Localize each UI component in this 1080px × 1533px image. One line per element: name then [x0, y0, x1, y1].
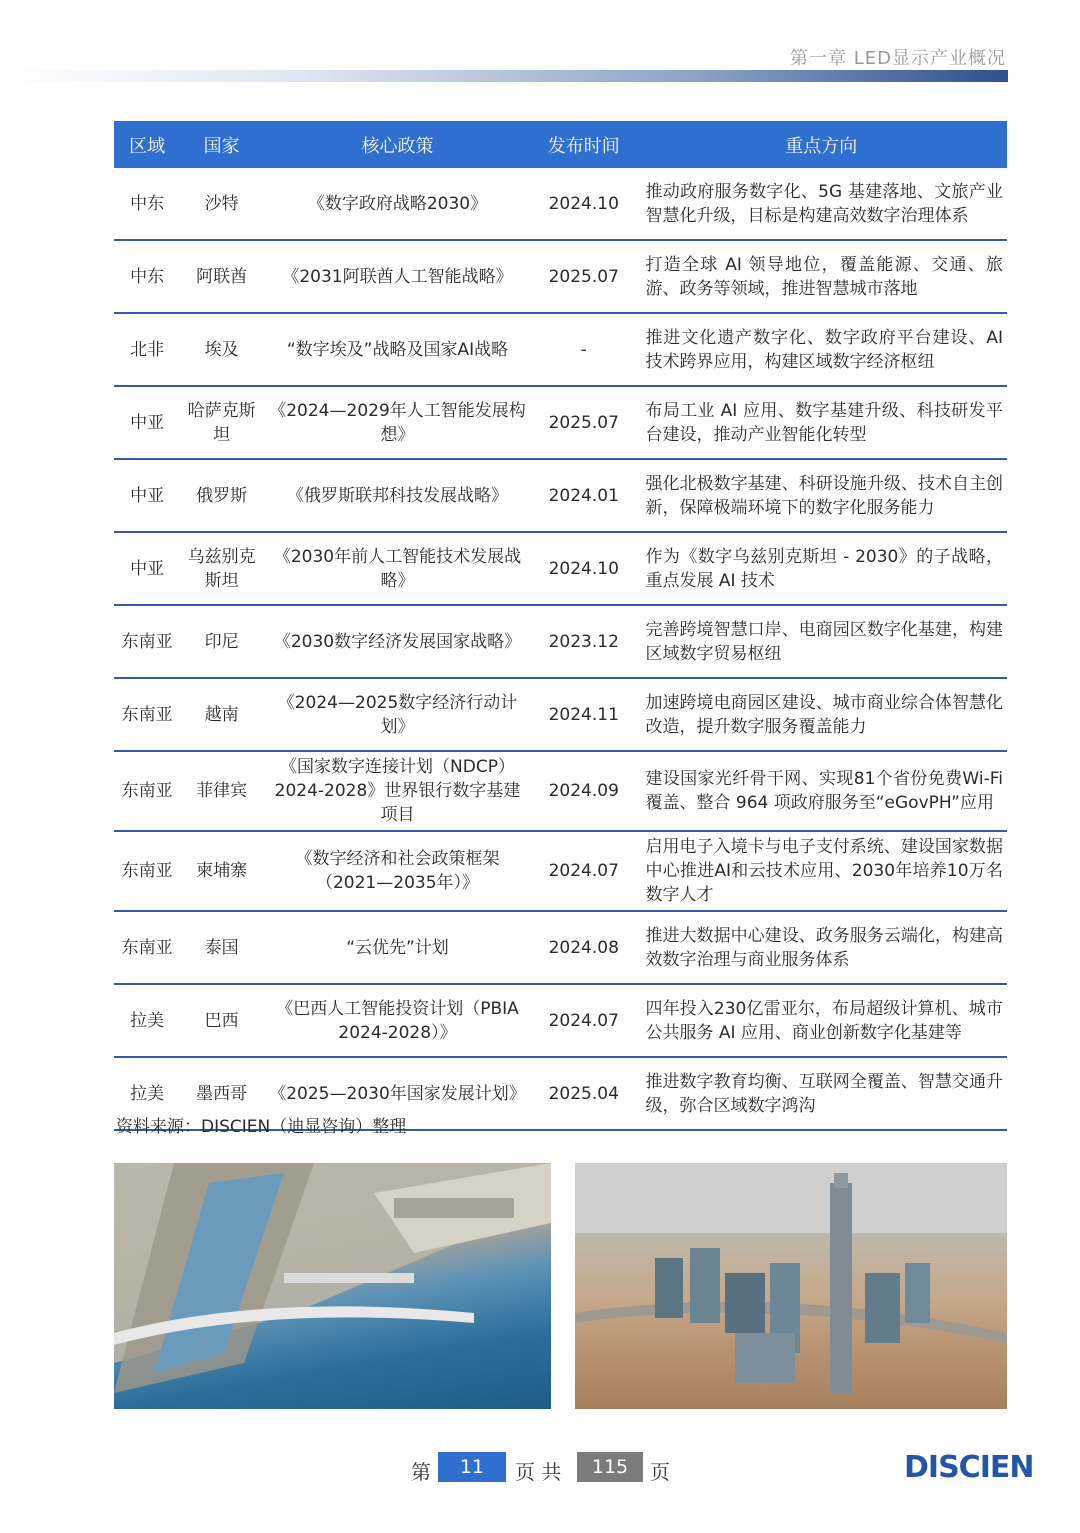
- cell-direction: 作为《数字乌兹别克斯坦 - 2030》的子战略，重点发展 AI 技术: [635, 532, 1007, 605]
- cell-region: 拉美: [114, 984, 180, 1057]
- cell-policy: 《国家数字连接计划（NDCP）2024-2028》世界银行数字基建项目: [263, 751, 532, 831]
- cell-date: 2024.07: [532, 831, 635, 911]
- cell-region: 中东: [114, 168, 180, 240]
- cell-policy: 《俄罗斯联邦科技发展战略》: [263, 459, 532, 532]
- cell-region: 东南亚: [114, 831, 180, 911]
- cell-direction: 推进数字教育均衡、互联网全覆盖、智慧交通升级，弥合区域数字鸿沟: [635, 1057, 1007, 1130]
- cell-date: 2023.12: [532, 605, 635, 678]
- page-prefix: 第: [411, 1460, 431, 1484]
- cell-country: 乌兹别克斯坦: [180, 532, 263, 605]
- cell-country: 阿联酋: [180, 240, 263, 313]
- table-row: [114, 313, 1007, 386]
- cell-region: 拉美: [114, 1057, 180, 1130]
- header-date: 发布时间: [532, 121, 635, 168]
- city-photo-illustration: [575, 1163, 1007, 1409]
- table-row: [114, 831, 1007, 911]
- cell-direction: 推进文化遗产数字化、数字政府平台建设、AI 技术跨界应用，构建区域数字经济枢纽: [635, 313, 1007, 386]
- cell-country: 沙特: [180, 168, 263, 240]
- cell-region: 东南亚: [114, 751, 180, 831]
- table-row: [114, 678, 1007, 751]
- table-row: [114, 532, 1007, 605]
- cell-country: 菲律宾: [180, 751, 263, 831]
- table-row: [114, 168, 1007, 240]
- cell-direction: 完善跨境智慧口岸、电商园区数字化基建，构建区域数字贸易枢纽: [635, 605, 1007, 678]
- cell-country: 印尼: [180, 605, 263, 678]
- cell-country: 越南: [180, 678, 263, 751]
- cell-date: 2025.07: [532, 386, 635, 459]
- city-aerial-photo: [575, 1163, 1007, 1409]
- chapter-title: 第一章 LED显示产业概况: [790, 48, 1006, 69]
- header-country: 国家: [180, 121, 263, 168]
- cell-region: 中亚: [114, 386, 180, 459]
- table-row: [114, 605, 1007, 678]
- cell-policy: “数字埃及”战略及国家AI战略: [263, 313, 532, 386]
- cell-policy: 《2031阿联酋人工智能战略》: [263, 240, 532, 313]
- cell-direction: 启用电子入境卡与电子支付系统、建设国家数据中心推进AI和云技术应用、2030年培养10万名数字人才: [635, 831, 1007, 911]
- current-page-number: 11: [438, 1452, 506, 1482]
- table-row: [114, 911, 1007, 984]
- header-region: 区域: [114, 121, 180, 168]
- cell-date: 2025.07: [532, 240, 635, 313]
- cell-direction: 四年投入230亿雷亚尔，布局超级计算机、城市公共服务 AI 应用、商业创新数字化基建等: [635, 984, 1007, 1057]
- cell-date: -: [532, 313, 635, 386]
- cell-direction: 加速跨境电商园区建设、城市商业综合体智慧化改造，提升数字服务覆盖能力: [635, 678, 1007, 751]
- page-suffix: 页: [650, 1460, 670, 1484]
- cell-policy: 《2030年前人工智能技术发展战略》: [263, 532, 532, 605]
- cell-country: 埃及: [180, 313, 263, 386]
- cell-region: 中亚: [114, 532, 180, 605]
- cell-region: 东南亚: [114, 911, 180, 984]
- cell-direction: 强化北极数字基建、科研设施升级、技术自主创新，保障极端环境下的数字化服务能力: [635, 459, 1007, 532]
- port-photo-illustration: [114, 1163, 551, 1409]
- cell-region: 中东: [114, 240, 180, 313]
- cell-policy: 《数字经济和社会政策框架（2021—2035年）》: [263, 831, 532, 911]
- table-header-row: [114, 121, 1007, 168]
- header-policy: 核心政策: [263, 121, 532, 168]
- cell-direction: 推进大数据中心建设、政务服务云端化，构建高效数字治理与商业服务体系: [635, 911, 1007, 984]
- cell-date: 2024.10: [532, 168, 635, 240]
- cell-region: 东南亚: [114, 678, 180, 751]
- cell-country: 柬埔寨: [180, 831, 263, 911]
- discien-logo: DISCIEN: [904, 1450, 1034, 1485]
- source-note: 资料来源：DISCIEN（迪显咨询）整理: [116, 1117, 407, 1137]
- table-row: [114, 459, 1007, 532]
- cell-policy: 《2024—2029年人工智能发展构想》: [263, 386, 532, 459]
- cell-direction: 打造全球 AI 领导地位，覆盖能源、交通、旅游、政务等领域，推进智慧城市落地: [635, 240, 1007, 313]
- page-middle: 页 共: [515, 1460, 562, 1484]
- cell-country: 泰国: [180, 911, 263, 984]
- table-row: [114, 240, 1007, 313]
- table-row: [114, 751, 1007, 831]
- cell-policy: 《2024—2025数字经济行动计划》: [263, 678, 532, 751]
- cell-direction: 布局工业 AI 应用、数字基建升级、科技研发平台建设，推动产业智能化转型: [635, 386, 1007, 459]
- table-row: [114, 984, 1007, 1057]
- cell-date: 2024.07: [532, 984, 635, 1057]
- header-gradient-bar: [0, 70, 1008, 82]
- cell-policy: 《数字政府战略2030》: [263, 168, 532, 240]
- cell-region: 中亚: [114, 459, 180, 532]
- cell-country: 墨西哥: [180, 1057, 263, 1130]
- cell-date: 2024.01: [532, 459, 635, 532]
- cell-country: 哈萨克斯坦: [180, 386, 263, 459]
- cell-region: 东南亚: [114, 605, 180, 678]
- policy-table: [114, 121, 1007, 1131]
- cell-country: 巴西: [180, 984, 263, 1057]
- cell-country: 俄罗斯: [180, 459, 263, 532]
- cell-date: 2025.04: [532, 1057, 635, 1130]
- cell-region: 北非: [114, 313, 180, 386]
- cell-policy: “云优先”计划: [263, 911, 532, 984]
- cell-direction: 建设国家光纤骨干网、实现81个省份免费Wi-Fi 覆盖、整合 964 项政府服务至“eGovPH”应用: [635, 751, 1007, 831]
- cell-date: 2024.10: [532, 532, 635, 605]
- cell-policy: 《2025—2030年国家发展计划》: [263, 1057, 532, 1130]
- cell-policy: 《巴西人工智能投资计划（PBIA 2024-2028）》: [263, 984, 532, 1057]
- total-page-number: 115: [577, 1452, 643, 1482]
- cell-policy: 《2030数字经济发展国家战略》: [263, 605, 532, 678]
- cell-date: 2024.08: [532, 911, 635, 984]
- cell-date: 2024.09: [532, 751, 635, 831]
- cell-direction: 推动政府服务数字化、5G 基建落地、文旅产业智慧化升级，目标是构建高效数字治理体系: [635, 168, 1007, 240]
- port-aerial-photo: [114, 1163, 551, 1409]
- table-row: [114, 386, 1007, 459]
- header-direction: 重点方向: [635, 121, 1007, 168]
- cell-date: 2024.11: [532, 678, 635, 751]
